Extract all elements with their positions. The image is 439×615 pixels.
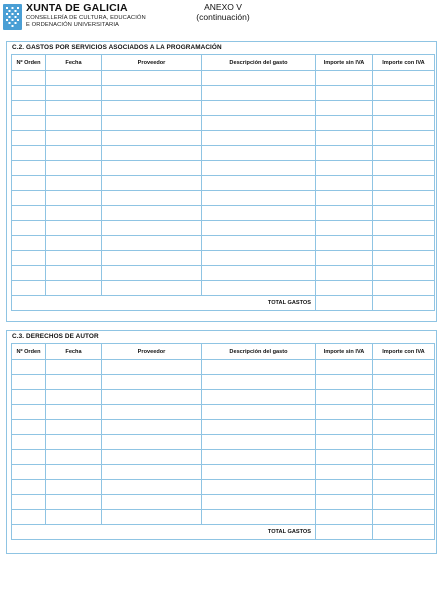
table-cell[interactable] — [102, 495, 202, 510]
table-header-row — [12, 55, 435, 71]
table-cell[interactable] — [373, 360, 435, 375]
table-cell[interactable] — [46, 71, 102, 86]
table-cell[interactable] — [12, 176, 46, 191]
table-cell[interactable] — [202, 251, 316, 266]
table-cell[interactable] — [12, 465, 46, 480]
org-department-line1: CONSELLERÍA DE CULTURA, EDUCACIÓN — [26, 15, 146, 21]
section-c3-author-rights — [6, 330, 437, 554]
table-cell[interactable] — [46, 221, 102, 236]
column-header: Importe sin IVA — [316, 55, 373, 71]
table-cell[interactable] — [46, 420, 102, 435]
table-cell[interactable] — [46, 146, 102, 161]
table-cell[interactable] — [316, 176, 373, 191]
table-cell[interactable] — [102, 206, 202, 221]
table-cell[interactable] — [12, 206, 46, 221]
table-row — [12, 435, 435, 450]
table-cell[interactable] — [12, 251, 46, 266]
table-cell[interactable] — [202, 131, 316, 146]
table-row — [12, 405, 435, 420]
table-cell[interactable] — [202, 360, 316, 375]
table-cell[interactable] — [316, 420, 373, 435]
table-cell[interactable] — [373, 420, 435, 435]
table-cell[interactable] — [373, 251, 435, 266]
table-cell[interactable] — [46, 161, 102, 176]
table-cell[interactable] — [46, 116, 102, 131]
table-cell[interactable] — [202, 146, 316, 161]
column-header: Fecha — [46, 55, 102, 71]
table-row — [12, 71, 435, 86]
table-row — [12, 161, 435, 176]
section-title: C.3. DERECHOS DE AUTOR — [12, 333, 99, 340]
table-cell[interactable] — [316, 146, 373, 161]
table-row — [12, 281, 435, 296]
table-cell[interactable] — [373, 465, 435, 480]
table-cell[interactable] — [12, 480, 46, 495]
table-cell[interactable] — [316, 221, 373, 236]
table-cell[interactable] — [373, 191, 435, 206]
column-header: Fecha — [46, 344, 102, 360]
table-cell[interactable] — [102, 435, 202, 450]
table-row — [12, 146, 435, 161]
column-header: Importe con IVA — [373, 344, 435, 360]
table-row — [12, 131, 435, 146]
table-cell[interactable] — [316, 281, 373, 296]
table-cell[interactable] — [102, 375, 202, 390]
table-cell[interactable] — [316, 191, 373, 206]
table-cell[interactable] — [202, 236, 316, 251]
table-cell[interactable] — [316, 435, 373, 450]
table-cell[interactable] — [316, 131, 373, 146]
table-cell[interactable] — [316, 86, 373, 101]
xunta-logo-icon — [3, 4, 22, 30]
table-cell[interactable] — [373, 176, 435, 191]
table-cell[interactable] — [373, 450, 435, 465]
table-cell[interactable] — [102, 71, 202, 86]
document-header — [0, 0, 439, 36]
table-cell[interactable] — [46, 191, 102, 206]
table-cell[interactable] — [316, 206, 373, 221]
author-rights-table — [11, 343, 435, 540]
table-cell[interactable] — [202, 206, 316, 221]
table-cell[interactable] — [102, 405, 202, 420]
table-row — [12, 420, 435, 435]
table-row — [12, 236, 435, 251]
table-cell[interactable] — [316, 375, 373, 390]
table-cell[interactable] — [102, 480, 202, 495]
section-c2-expenses — [6, 41, 437, 322]
column-header: Nº Orden — [12, 344, 46, 360]
table-cell[interactable] — [202, 450, 316, 465]
table-cell[interactable] — [46, 435, 102, 450]
table-cell[interactable] — [12, 510, 46, 525]
table-cell[interactable] — [202, 390, 316, 405]
table-row — [12, 206, 435, 221]
table-cell[interactable] — [373, 266, 435, 281]
table-cell[interactable] — [12, 375, 46, 390]
table-cell[interactable] — [46, 450, 102, 465]
table-cell[interactable] — [46, 375, 102, 390]
table-cell[interactable] — [316, 266, 373, 281]
expense-table — [11, 54, 435, 311]
table-cell[interactable] — [373, 390, 435, 405]
table-cell[interactable] — [202, 405, 316, 420]
org-title: XUNTA DE GALICIA — [26, 2, 128, 14]
table-cell[interactable] — [102, 281, 202, 296]
table-cell[interactable] — [12, 435, 46, 450]
table-cell[interactable] — [12, 236, 46, 251]
table-cell[interactable] — [46, 176, 102, 191]
table-cell[interactable] — [202, 266, 316, 281]
table-cell[interactable] — [316, 360, 373, 375]
table-cell[interactable] — [373, 71, 435, 86]
table-cell[interactable] — [102, 251, 202, 266]
total-with-vat-cell[interactable] — [373, 525, 435, 540]
table-cell[interactable] — [202, 375, 316, 390]
table-cell[interactable] — [316, 450, 373, 465]
table-cell[interactable] — [202, 465, 316, 480]
table-cell[interactable] — [316, 480, 373, 495]
table-cell[interactable] — [12, 450, 46, 465]
table-cell[interactable] — [316, 71, 373, 86]
table-cell[interactable] — [12, 146, 46, 161]
table-row — [12, 86, 435, 101]
table-row — [12, 221, 435, 236]
total-row — [12, 525, 435, 540]
table-cell[interactable] — [373, 221, 435, 236]
table-row — [12, 101, 435, 116]
table-cell[interactable] — [46, 101, 102, 116]
table-cell[interactable] — [102, 146, 202, 161]
table-cell[interactable] — [12, 131, 46, 146]
table-cell[interactable] — [102, 86, 202, 101]
table-cell[interactable] — [46, 251, 102, 266]
table-cell[interactable] — [46, 86, 102, 101]
table-cell[interactable] — [316, 390, 373, 405]
annex-subtitle: (continuación) — [196, 12, 250, 22]
total-with-vat-cell[interactable] — [373, 296, 435, 311]
table-cell[interactable] — [202, 435, 316, 450]
table-cell[interactable] — [46, 360, 102, 375]
table-row — [12, 510, 435, 525]
table-cell[interactable] — [12, 495, 46, 510]
table-cell[interactable] — [202, 221, 316, 236]
table-cell[interactable] — [373, 375, 435, 390]
table-row — [12, 480, 435, 495]
column-header: Proveedor — [102, 55, 202, 71]
table-cell[interactable] — [373, 86, 435, 101]
table-cell[interactable] — [373, 405, 435, 420]
table-cell[interactable] — [373, 131, 435, 146]
table-row — [12, 465, 435, 480]
table-cell[interactable] — [12, 266, 46, 281]
table-cell[interactable] — [12, 71, 46, 86]
table-cell[interactable] — [202, 495, 316, 510]
table-cell[interactable] — [373, 495, 435, 510]
table-row — [12, 191, 435, 206]
table-cell[interactable] — [102, 236, 202, 251]
table-cell[interactable] — [102, 221, 202, 236]
table-cell[interactable] — [373, 281, 435, 296]
total-without-vat-cell[interactable] — [316, 525, 373, 540]
table-row — [12, 450, 435, 465]
table-cell[interactable] — [373, 146, 435, 161]
table-cell[interactable] — [373, 480, 435, 495]
column-header: Proveedor — [102, 344, 202, 360]
table-cell[interactable] — [316, 495, 373, 510]
table-cell[interactable] — [12, 221, 46, 236]
table-cell[interactable] — [202, 101, 316, 116]
table-cell[interactable] — [46, 266, 102, 281]
column-header: Descripción del gasto — [202, 55, 316, 71]
table-cell[interactable] — [12, 101, 46, 116]
table-cell[interactable] — [46, 236, 102, 251]
table-cell[interactable] — [316, 251, 373, 266]
table-cell[interactable] — [102, 450, 202, 465]
table-header-row — [12, 344, 435, 360]
column-header: Descripción del gasto — [202, 344, 316, 360]
table-row — [12, 251, 435, 266]
table-row — [12, 390, 435, 405]
table-cell[interactable] — [102, 360, 202, 375]
table-cell[interactable] — [316, 510, 373, 525]
total-row-spacer — [12, 296, 202, 311]
table-cell[interactable] — [46, 510, 102, 525]
table-cell[interactable] — [373, 116, 435, 131]
table-cell[interactable] — [202, 176, 316, 191]
table-cell[interactable] — [12, 191, 46, 206]
table-cell[interactable] — [12, 390, 46, 405]
table-cell[interactable] — [102, 191, 202, 206]
table-cell[interactable] — [373, 435, 435, 450]
table-cell[interactable] — [202, 191, 316, 206]
table-row — [12, 116, 435, 131]
table-cell[interactable] — [12, 360, 46, 375]
annex-title: ANEXO V — [204, 2, 242, 12]
table-cell[interactable] — [46, 465, 102, 480]
total-row — [12, 296, 435, 311]
table-cell[interactable] — [316, 465, 373, 480]
table-cell[interactable] — [316, 236, 373, 251]
table-cell[interactable] — [102, 131, 202, 146]
column-header: Importe con IVA — [373, 55, 435, 71]
table-cell[interactable] — [102, 161, 202, 176]
table-cell[interactable] — [316, 161, 373, 176]
table-cell[interactable] — [373, 206, 435, 221]
table-cell[interactable] — [12, 420, 46, 435]
table-cell[interactable] — [46, 480, 102, 495]
table-cell[interactable] — [102, 266, 202, 281]
table-cell[interactable] — [202, 71, 316, 86]
table-row — [12, 360, 435, 375]
table-cell[interactable] — [12, 161, 46, 176]
table-cell[interactable] — [373, 510, 435, 525]
table-cell[interactable] — [12, 116, 46, 131]
table-cell[interactable] — [12, 405, 46, 420]
table-row — [12, 266, 435, 281]
table-cell[interactable] — [202, 116, 316, 131]
table-cell[interactable] — [102, 116, 202, 131]
table-cell[interactable] — [316, 405, 373, 420]
table-cell[interactable] — [46, 206, 102, 221]
table-cell[interactable] — [102, 101, 202, 116]
table-cell[interactable] — [46, 281, 102, 296]
table-cell[interactable] — [202, 86, 316, 101]
table-row — [12, 495, 435, 510]
org-department-line2: E ORDENACIÓN UNIVERSITARIA — [26, 22, 120, 28]
table-cell[interactable] — [316, 101, 373, 116]
section-title: C.2. GASTOS POR SERVICIOS ASOCIADOS A LA PROGRAMACIÓN — [12, 44, 222, 51]
table-cell[interactable] — [46, 131, 102, 146]
column-header: Importe sin IVA — [316, 344, 373, 360]
total-row-spacer — [12, 525, 202, 540]
table-cell[interactable] — [202, 510, 316, 525]
table-cell[interactable] — [46, 405, 102, 420]
table-cell[interactable] — [316, 116, 373, 131]
table-cell[interactable] — [202, 161, 316, 176]
table-cell[interactable] — [12, 86, 46, 101]
total-without-vat-cell[interactable] — [316, 296, 373, 311]
table-cell[interactable] — [373, 101, 435, 116]
table-cell[interactable] — [46, 495, 102, 510]
table-cell[interactable] — [373, 236, 435, 251]
column-header: Nº Orden — [12, 55, 46, 71]
table-cell[interactable] — [373, 161, 435, 176]
table-cell[interactable] — [102, 390, 202, 405]
total-label: TOTAL GASTOS — [202, 525, 316, 540]
table-cell[interactable] — [202, 420, 316, 435]
table-cell[interactable] — [102, 510, 202, 525]
table-cell[interactable] — [202, 281, 316, 296]
table-cell[interactable] — [46, 390, 102, 405]
table-cell[interactable] — [202, 480, 316, 495]
table-cell[interactable] — [102, 420, 202, 435]
total-label: TOTAL GASTOS — [202, 296, 316, 311]
table-cell[interactable] — [102, 176, 202, 191]
table-row — [12, 375, 435, 390]
table-cell[interactable] — [12, 281, 46, 296]
table-row — [12, 176, 435, 191]
table-cell[interactable] — [102, 465, 202, 480]
